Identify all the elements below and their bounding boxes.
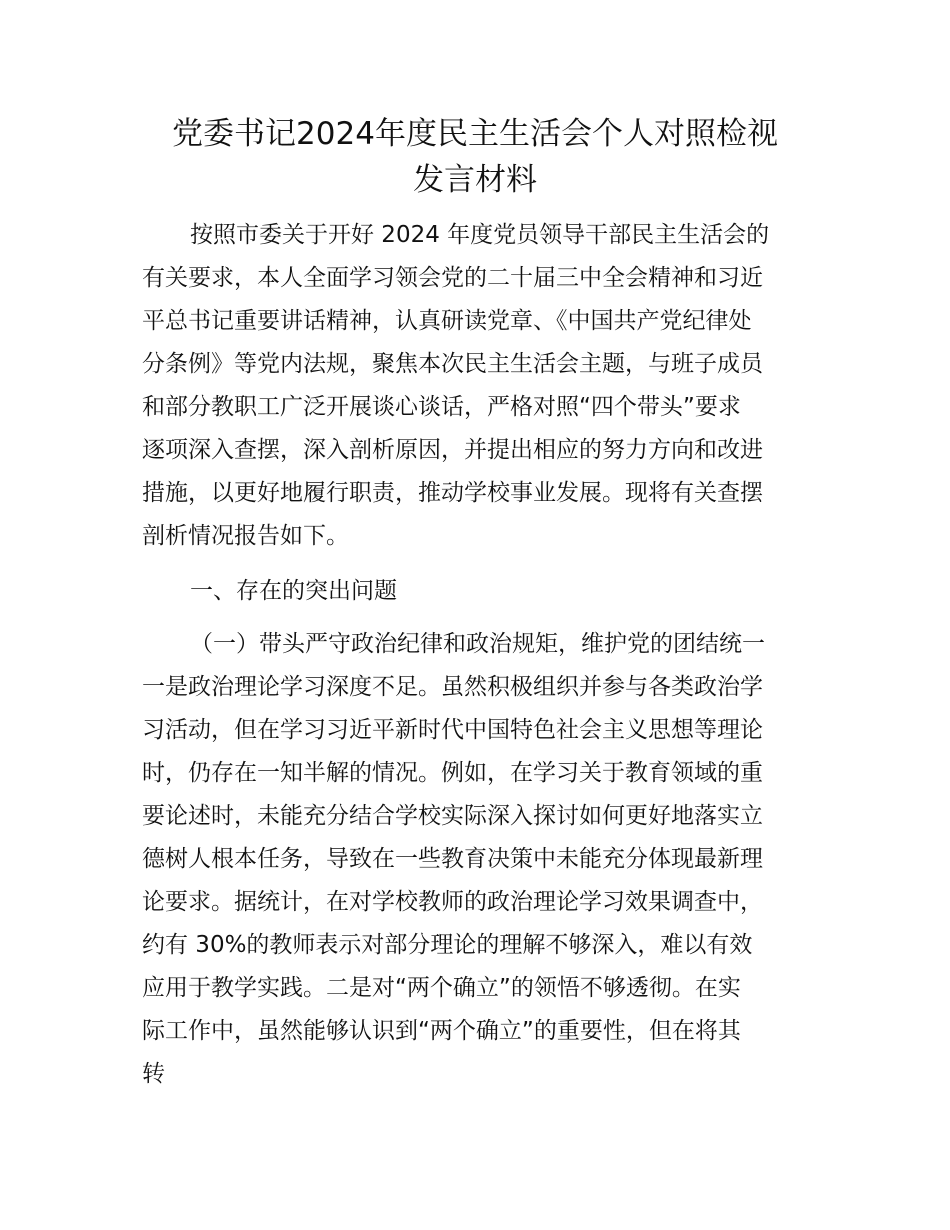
paragraph-line: 一是政治理论学习深度不足。虽然积极组织并参与各类政治学	[142, 674, 763, 700]
paragraph-line: 应用于教学实践。二是对“两个确立”的领悟不够透彻。在实	[142, 975, 741, 1001]
paragraph-line: 按照市委关于开好 2024 年度党员领导干部民主生活会的	[190, 222, 770, 248]
paragraph-line: 际工作中，虽然能够认识到“两个确立”的重要性，但在将其	[142, 1018, 741, 1044]
paragraph-line: 习活动，但在学习习近平新时代中国特色社会主义思想等理论	[142, 717, 763, 743]
paragraph-line: 平总书记重要讲话精神，认真研读党章、《中国共产党纪律处	[142, 308, 752, 334]
paragraph-line: 措施，以更好地履行职责，推动学校事业发展。现将有关查摆	[142, 480, 763, 506]
paragraph-line: 德树人根本任务，导致在一些教育决策中未能充分体现最新理	[142, 846, 763, 872]
document-title-line-2: 发言材料	[413, 162, 537, 198]
paragraph-line: 要论述时，未能充分结合学校实际深入探讨如何更好地落实立	[142, 803, 763, 829]
subsection-heading: （一）带头严守政治纪律和政治规矩，维护党的团结统一	[190, 631, 765, 657]
paragraph-line: 时，仍存在一知半解的情况。例如，在学习关于教育领域的重	[142, 760, 763, 786]
section-heading: 一、存在的突出问题	[190, 578, 397, 604]
document-title-line-1: 党委书记2024年度民主生活会个人对照检视	[172, 116, 778, 152]
paragraph-line: 剖析情况报告如下。	[142, 523, 349, 549]
paragraph-line: 有关要求，本人全面学习领会党的二十届三中全会精神和习近	[142, 265, 763, 291]
paragraph-line: 逐项深入查摆，深入剖析原因，并提出相应的努力方向和改进	[142, 437, 763, 463]
paragraph-line: 和部分教职工广泛开展谈心谈话，严格对照“四个带头”要求	[142, 394, 741, 420]
paragraph-line: 约有 30%的教师表示对部分理论的理解不够深入，难以有效	[142, 932, 753, 958]
paragraph-line: 转	[142, 1061, 165, 1087]
paragraph-line: 论要求。据统计，在对学校教师的政治理论学习效果调查中，	[142, 889, 763, 915]
paragraph-line: 分条例》等党内法规，聚焦本次民主生活会主题，与班子成员	[142, 351, 763, 377]
